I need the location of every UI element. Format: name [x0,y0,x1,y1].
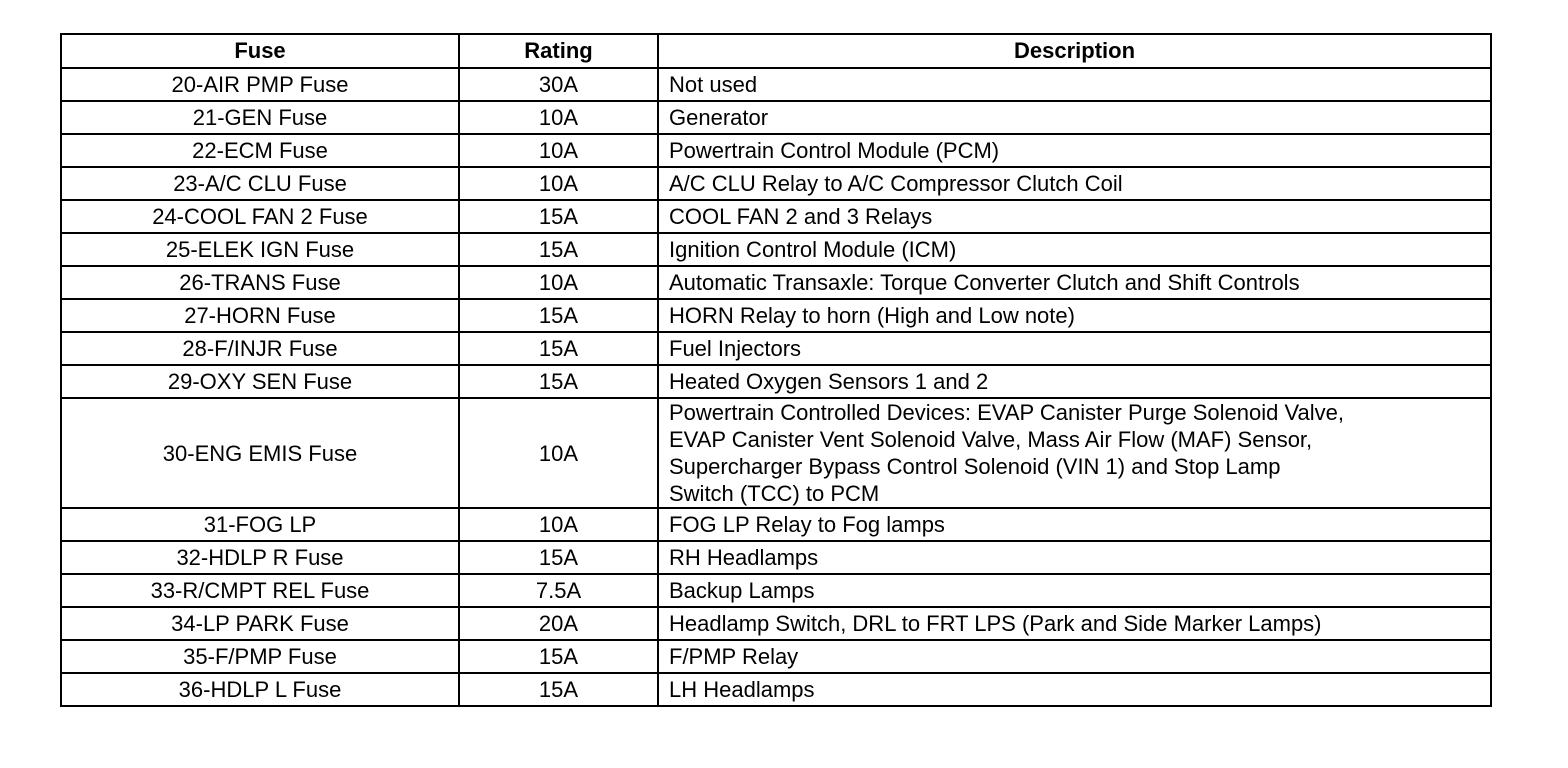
table-row [61,134,1491,167]
fuse-cell: 29-OXY SEN Fuse [61,365,459,398]
rating-cell: 15A [459,365,658,398]
rating-cell: 15A [459,299,658,332]
fuse-table [60,33,1492,707]
fuse-cell: 24-COOL FAN 2 Fuse [61,200,459,233]
table-row [61,266,1491,299]
rating-cell: 20A [459,607,658,640]
rating-cell: 15A [459,233,658,266]
description-cell: Not used [658,68,1491,101]
fuse-cell: 22-ECM Fuse [61,134,459,167]
description-cell: Backup Lamps [658,574,1491,607]
fuse-cell: 26-TRANS Fuse [61,266,459,299]
rating-cell: 7.5A [459,574,658,607]
fuse-cell: 31-FOG LP [61,508,459,541]
table-row [61,332,1491,365]
fuse-cell: 28-F/INJR Fuse [61,332,459,365]
rating-cell: 15A [459,640,658,673]
description-cell: Automatic Transaxle: Torque Converter Clutch and Shift Controls [658,266,1491,299]
fuse-cell: 36-HDLP L Fuse [61,673,459,706]
header-fuse: Fuse [61,34,459,68]
table-row [61,68,1491,101]
fuse-cell: 27-HORN Fuse [61,299,459,332]
table-row [61,101,1491,134]
description-cell: RH Headlamps [658,541,1491,574]
table-row [61,673,1491,706]
table-row [61,233,1491,266]
description-cell: Powertrain Controlled Devices: EVAP Canister Purge Solenoid Valve, EVAP Canister Vent Solenoid Valve, Mass Air Flow (MAF) Sensor, Supercharger Bypass Control Solenoid (VIN 1) and Stop Lamp Switch (TCC) to PCM [658,398,1491,508]
rating-cell: 15A [459,673,658,706]
rating-cell: 10A [459,398,658,508]
rating-cell: 15A [459,200,658,233]
table-row [61,200,1491,233]
table-row [61,365,1491,398]
description-cell: Heated Oxygen Sensors 1 and 2 [658,365,1491,398]
fuse-cell: 32-HDLP R Fuse [61,541,459,574]
table-row [61,574,1491,607]
rating-cell: 30A [459,68,658,101]
description-cell: COOL FAN 2 and 3 Relays [658,200,1491,233]
description-cell: Ignition Control Module (ICM) [658,233,1491,266]
rating-cell: 10A [459,167,658,200]
description-cell: FOG LP Relay to Fog lamps [658,508,1491,541]
description-cell: Fuel Injectors [658,332,1491,365]
header-description: Description [658,34,1491,68]
rating-cell: 15A [459,541,658,574]
table-row [61,299,1491,332]
fuse-cell: 30-ENG EMIS Fuse [61,398,459,508]
description-cell: LH Headlamps [658,673,1491,706]
description-cell: A/C CLU Relay to A/C Compressor Clutch Coil [658,167,1491,200]
fuse-cell: 25-ELEK IGN Fuse [61,233,459,266]
fuse-cell: 20-AIR PMP Fuse [61,68,459,101]
table-row [61,541,1491,574]
description-cell: Powertrain Control Module (PCM) [658,134,1491,167]
rating-cell: 10A [459,134,658,167]
description-cell: Headlamp Switch, DRL to FRT LPS (Park and Side Marker Lamps) [658,607,1491,640]
fuse-cell: 33-R/CMPT REL Fuse [61,574,459,607]
table-row [61,398,1491,508]
rating-cell: 10A [459,101,658,134]
fuse-cell: 35-F/PMP Fuse [61,640,459,673]
rating-cell: 10A [459,266,658,299]
fuse-cell: 21-GEN Fuse [61,101,459,134]
description-cell: HORN Relay to horn (High and Low note) [658,299,1491,332]
description-cell: Generator [658,101,1491,134]
header-rating: Rating [459,34,658,68]
table-row [61,640,1491,673]
table-row [61,607,1491,640]
fuse-cell: 34-LP PARK Fuse [61,607,459,640]
description-cell: F/PMP Relay [658,640,1491,673]
table-header-row [61,34,1491,68]
table-row [61,508,1491,541]
rating-cell: 15A [459,332,658,365]
fuse-cell: 23-A/C CLU Fuse [61,167,459,200]
table-row [61,167,1491,200]
rating-cell: 10A [459,508,658,541]
